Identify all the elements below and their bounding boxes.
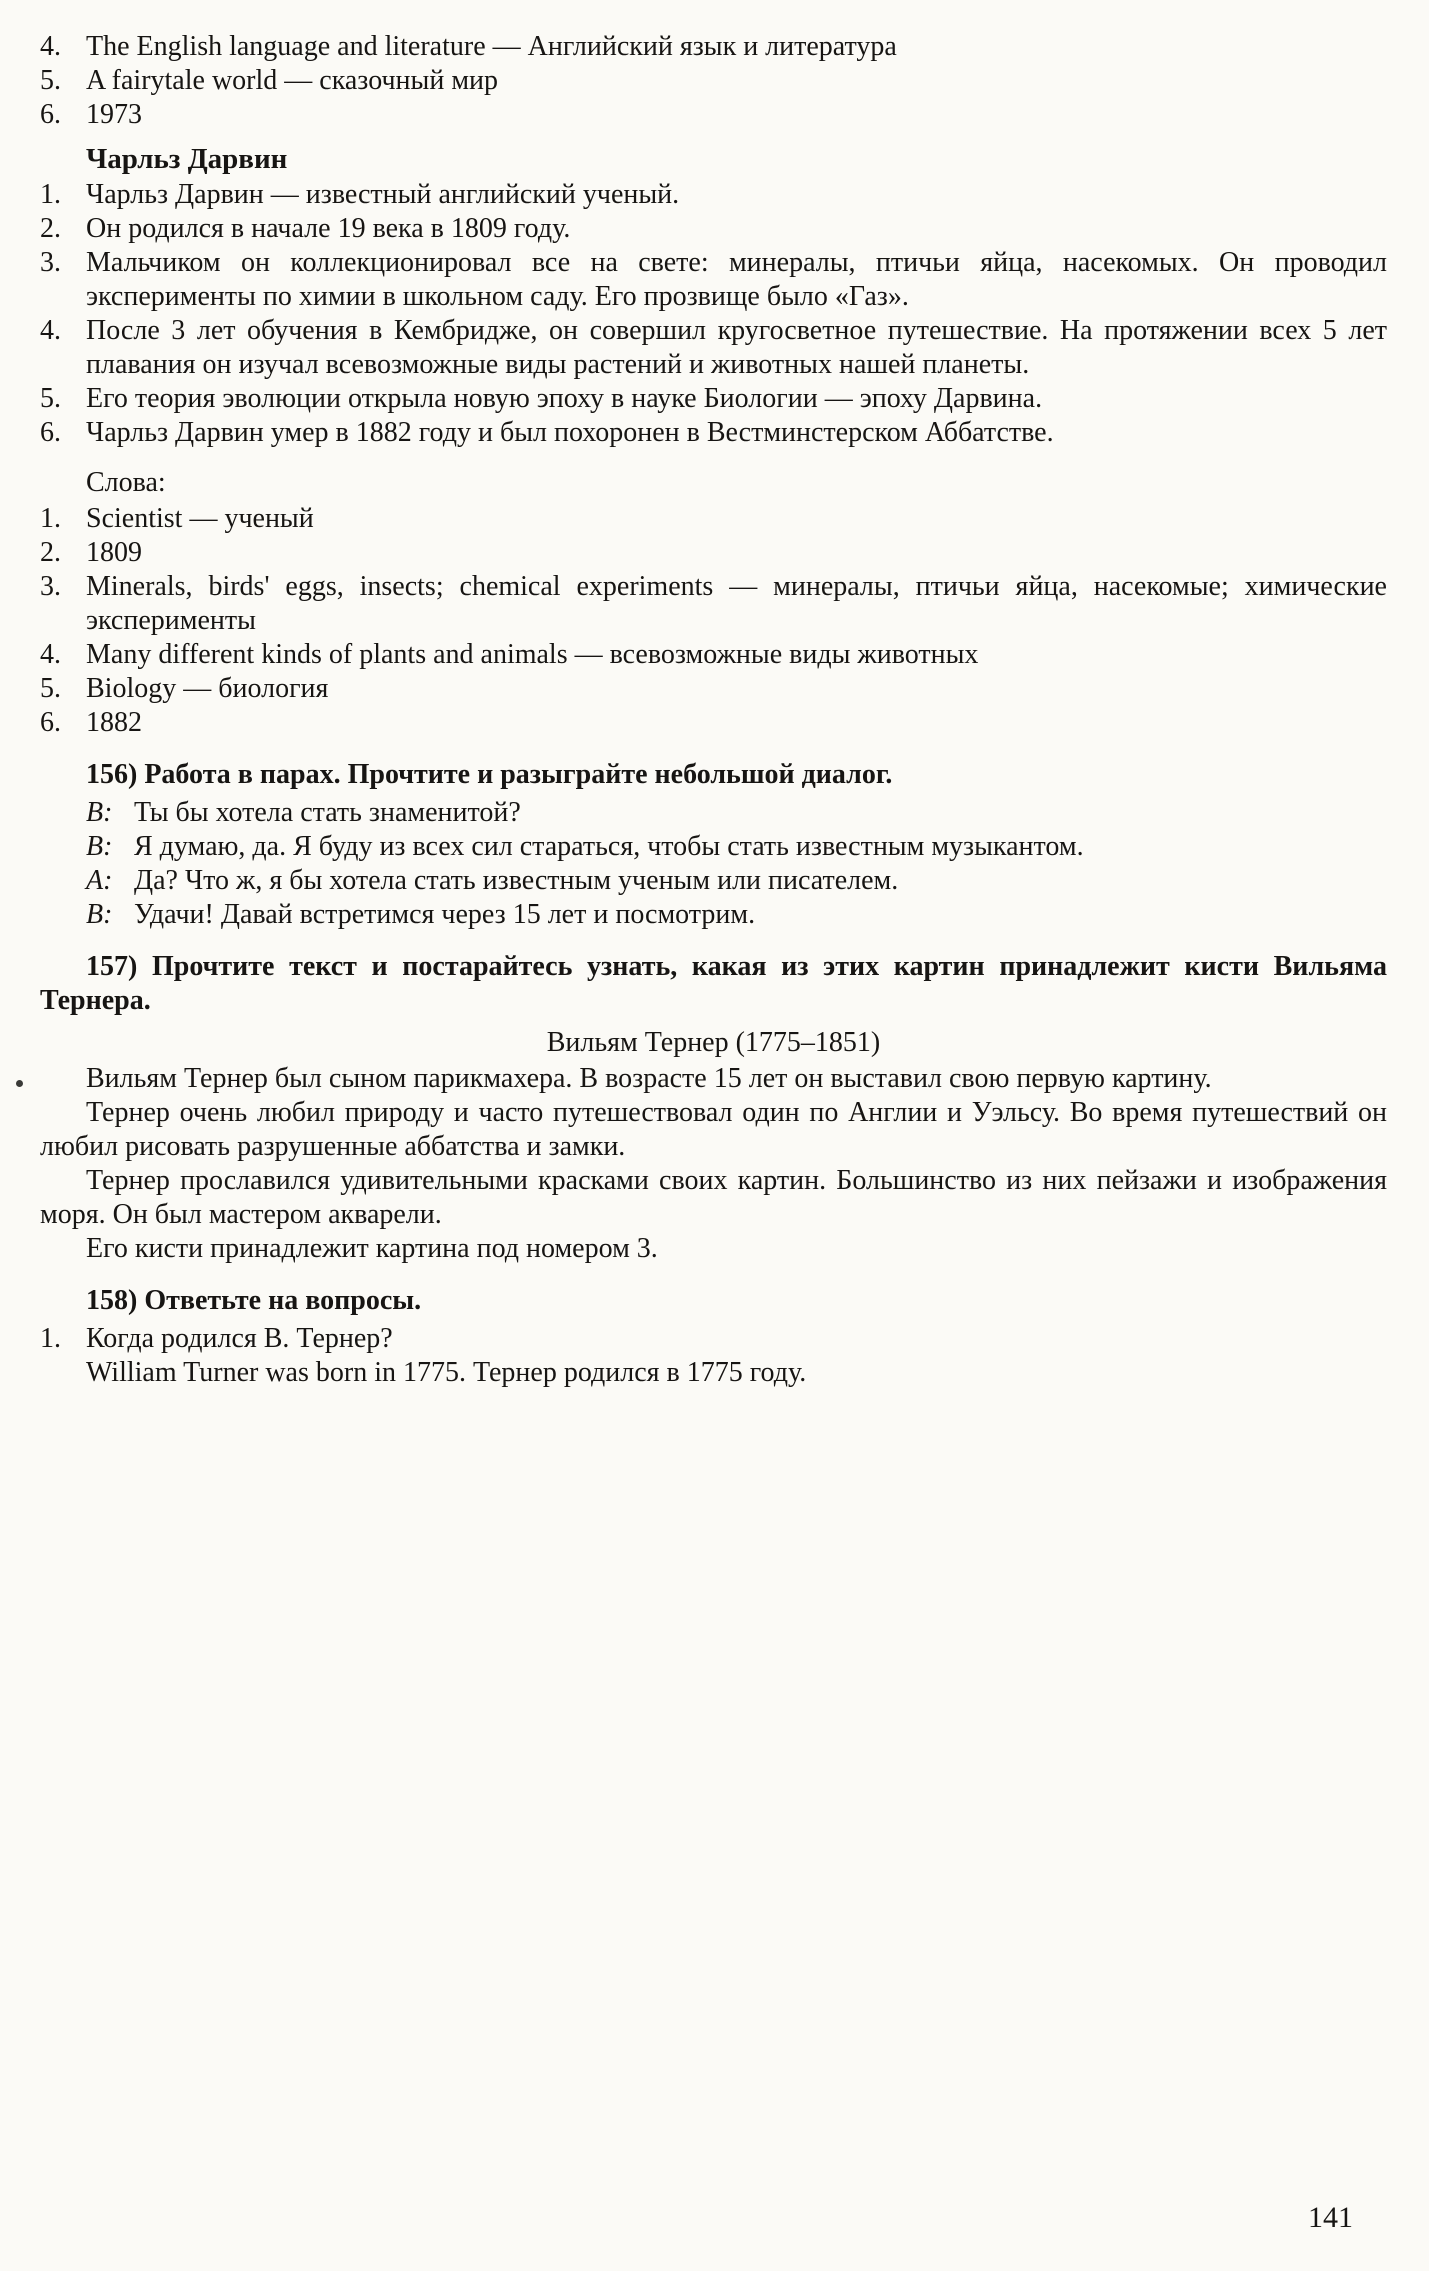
dialogue-text: Ты бы хотела стать знаменитой? [134,797,521,828]
list-item [40,64,1387,98]
exercise-156-title: 156) Работа в парах. Прочтите и разыграйте небольшой диалог. [86,759,893,790]
dialogue-156 [40,796,1387,932]
list-item [40,502,1387,536]
item-number: 4. [40,315,61,346]
list-item [40,416,1387,450]
list-item [40,178,1387,212]
item-text: После 3 лет обучения в Кембридже, он совершил кругосветное путешествие. На протяжении всех 5 лет плавания он изучал всевозможные виды растений и животных нашей планеты. [86,315,1387,380]
dialogue-text: Да? Что ж, я бы хотела стать известным ученым или писателем. [134,865,899,896]
paragraph: Его кисти принадлежит картина под номером 3. [86,1233,658,1264]
top-answer-list [40,30,1387,132]
item-text: The English language and literature — Английский язык и литература [86,31,897,62]
speaker-label: В: [86,899,113,930]
questions-158 [40,1322,1387,1390]
item-number: 4. [40,639,61,670]
list-item [40,212,1387,246]
speaker-label: В: [86,797,113,828]
turner-text [40,1062,1387,1266]
exercise-157-title: 157) Прочтите текст и постарайтесь узнать, какая из этих картин принадлежит кисти Вильяма Тернера. [40,951,1387,1016]
paragraph: Тернер прославился удивительными красками своих картин. Большинство из них пейзажи и изображения моря. Он был мастером акварели. [40,1165,1387,1230]
item-text: Его теория эволюции открыла новую эпоху в науке Биологии — эпоху Дарвина. [86,383,1043,414]
list-item [40,672,1387,706]
item-text: Minerals, birds' eggs, insects; chemical experiments — минералы, птичьи яйца, насекомые; химические эксперименты [86,571,1387,636]
item-number: 1. [40,179,61,210]
dialogue-line [86,864,1387,898]
vocab-list [40,502,1387,740]
list-item [40,638,1387,672]
item-text: Чарльз Дарвин — известный английский ученый. [86,179,680,210]
list-item [40,30,1387,64]
item-number: 6. [40,99,61,130]
vocab-label: Слова: [86,467,166,498]
item-number: 1. [40,1323,61,1354]
item-number: 5. [40,65,61,96]
dialogue-line [86,898,1387,932]
speaker-label: А: [86,865,113,896]
paragraph: Вильям Тернер был сыном парикмахера. В возрасте 15 лет он выставил свою первую картину. [86,1063,1212,1094]
item-number: 4. [40,31,61,62]
item-text: Many different kinds of plants and animals — всевозможные виды животных [86,639,979,670]
scan-artifact-dot [16,1080,23,1087]
speaker-label: В: [86,831,113,862]
item-text: Мальчиком он коллекционировал все на свете: минералы, птичьи яйца, насекомых. Он проводил эксперименты по химии в школьном саду. Его прозвище было «Газ». [86,247,1387,312]
dialogue-text: Я думаю, да. Я буду из всех сил стараться, чтобы стать известным музыкантом. [134,831,1084,862]
item-text: Biology — биология [86,673,329,704]
list-item [40,246,1387,314]
question-item [40,1322,1387,1356]
question-text: Когда родился В. Тернер? [86,1323,393,1354]
list-item [40,706,1387,740]
answer-text: William Turner was born in 1775. Тернер родился в 1775 году. [86,1357,807,1388]
item-number: 2. [40,537,61,568]
item-number: 3. [40,247,61,278]
item-text: 1882 [86,707,142,738]
page-number: 141 [1308,2201,1353,2234]
list-item [40,314,1387,382]
list-item [40,382,1387,416]
item-number: 6. [40,417,61,448]
item-text: 1809 [86,537,142,568]
item-number: 5. [40,383,61,414]
paragraph: Тернер очень любил природу и часто путешествовал один по Англии и Уэльсу. Во время путешествий он любил рисовать разрушенные аббатства и замки. [40,1097,1387,1162]
text-subtitle: Вильям Тернер (1775–1851) [546,1027,881,1058]
item-text: Чарльз Дарвин умер в 1882 году и был похоронен в Вестминстерском Аббатстве. [86,417,1054,448]
item-text: A fairytale world — сказочный мир [86,65,499,96]
item-number: 5. [40,673,61,704]
exercise-158-title: 158) Ответьте на вопросы. [86,1285,422,1316]
darwin-heading: Чарльз Дарвин [86,143,288,175]
item-number: 3. [40,571,61,602]
item-number: 6. [40,707,61,738]
dialogue-line [86,796,1387,830]
item-text: 1973 [86,99,142,130]
list-item [40,570,1387,638]
item-number: 1. [40,503,61,534]
item-text: Он родился в начале 19 века в 1809 году. [86,213,571,244]
dialogue-line [86,830,1387,864]
list-item [40,536,1387,570]
item-text: Scientist — ученый [86,503,314,534]
list-item [40,98,1387,132]
darwin-list [40,178,1387,450]
dialogue-text: Удачи! Давай встретимся через 15 лет и посмотрим. [134,899,756,930]
item-number: 2. [40,213,61,244]
